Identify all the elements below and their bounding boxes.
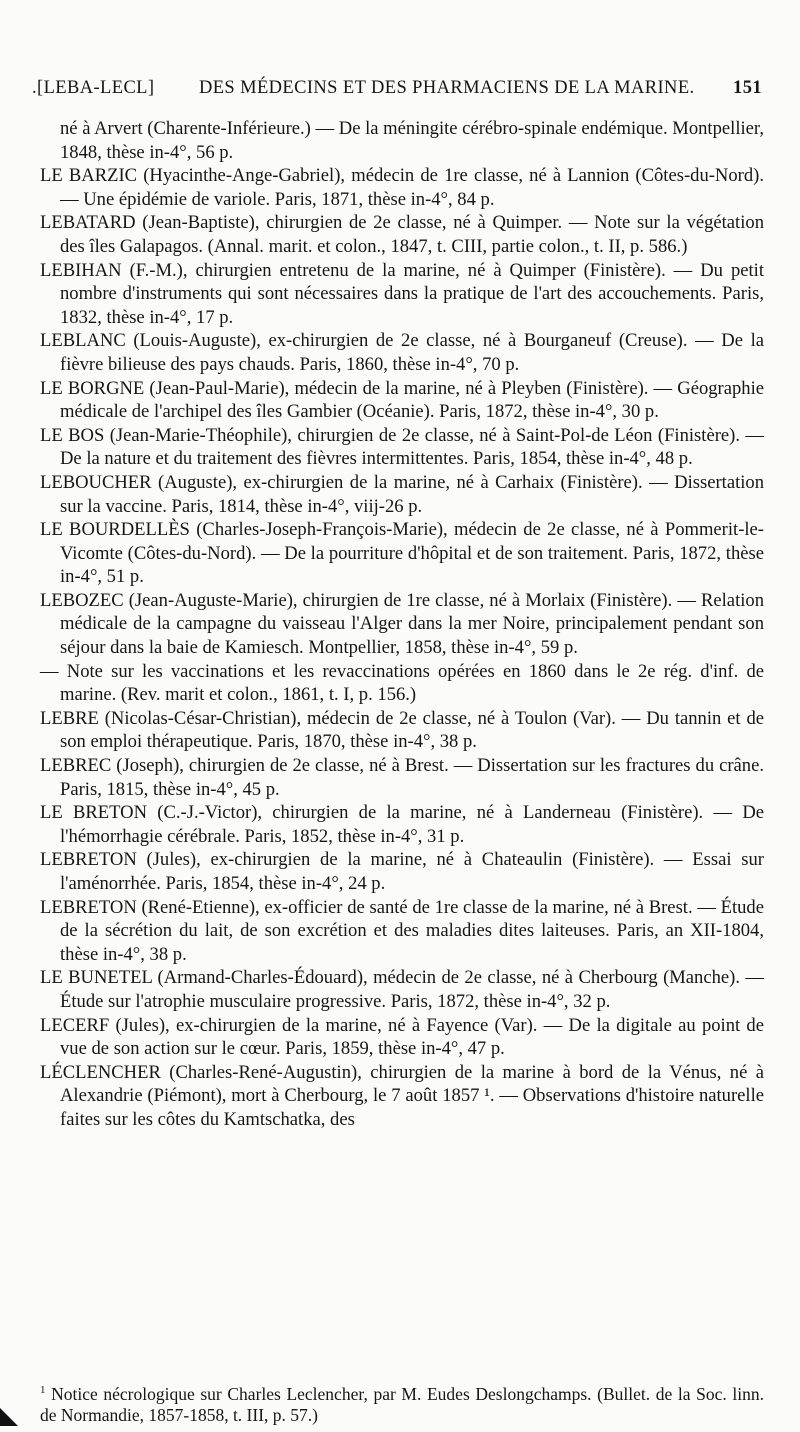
- bibliography-entry: LEBATARD (Jean-Baptiste), chirurgien de 2e classe, né à Quimper. — Note sur la végétation des îles Galapagos. (Annal. marit. et colon., 1847, t. CIII, partie colon., t. II, p. 586.): [40, 212, 764, 257]
- bibliography-entry: LÉCLENCHER (Charles-René-Augustin), chirurgien de la marine à bord de la Vénus, né à Alexandrie (Piémont), mort à Cherbourg, le 7 août 1857 ¹. — Observations d'histoire naturelle faites sur les côtes du Kamtschatka, des: [40, 1061, 764, 1130]
- bibliography-entry: LE BUNETEL (Armand-Charles-Édouard), médecin de 2e classe, né à Cherbourg (Manche). — Étude sur l'atrophie musculaire progressive. Paris, 1872, thèse in-4°, 32 p.: [40, 967, 764, 1012]
- bibliography-entry: LEBOZEC (Jean-Auguste-Marie), chirurgien de 1re classe, né à Morlaix (Finistère). — Relation médicale de la campagne du vaisseau l'Alger dans la mer Noire, principalement pendant son séjour dans la baie de Kamiesch. Montpellier, 1858, thèse in-4°, 59 p.: [40, 589, 764, 659]
- bibliography-entry: LECERF (Jules), ex-chirurgien de la marine, né à Fayence (Var). — De la digitale au point de vue de son action sur le cœur. Paris, 1859, thèse in-4°, 47 p.: [40, 1014, 764, 1060]
- bibliography-entry: LE BARZIC (Hyacinthe-Ange-Gabriel), médecin de 1re classe, né à Lannion (Côtes-du-Nord). — Une épidémie de variole. Paris, 1871, thèse in-4°, 84 p.: [40, 165, 764, 210]
- bibliography-entry: LE BOS (Jean-Marie-Théophile), chirurgien de 2e classe, né à Saint-Pol-de Léon (Finistère). — De la nature et du traitement des fièvres intermittentes. Paris, 1854, thèse in-4°, 48 p.: [40, 424, 764, 470]
- bibliography-entry: LEBLANC (Louis-Auguste), ex-chirurgien de 2e classe, né à Bourganeuf (Creuse). — De la fièvre bilieuse des pays chauds. Paris, 1860, thèse in-4°, 70 p.: [40, 330, 764, 375]
- bibliography-entry: LE BRETON (C.-J.-Victor), chirurgien de la marine, né à Landerneau (Finistère). — De l'hémorrhagie cérébrale. Paris, 1852, thèse in-4°, 31 p.: [40, 802, 764, 847]
- bibliography-entry: LE BOURDELLÈS (Charles-Joseph-François-Marie), médecin de 2e classe, né à Pommerit-le-Vicomte (Côtes-du-Nord). — De la pourriture d'hôpital et de son traitement. Paris, 1872, thèse in-4°, 51 p.: [40, 519, 764, 588]
- running-head: [32, 78, 762, 99]
- bibliography-entry: né à Arvert (Charente-Inférieure.) — De la méningite cérébro-spinale endémique. Montpellier, 1848, thèse in-4°, 56 p.: [60, 118, 764, 163]
- bibliography-entry: LEBRETON (Jules), ex-chirurgien de la marine, né à Chateaulin (Finistère). — Essai sur l'aménorrhée. Paris, 1854, thèse in-4°, 24 p.: [40, 849, 764, 894]
- running-head-range: .[LEBA-LECL]: [32, 78, 155, 98]
- footnote: [40, 1380, 764, 1426]
- bibliography-entry: LE BORGNE (Jean-Paul-Marie), médecin de la marine, né à Pleyben (Finistère). — Géographie médicale de l'archipel des îles Gambier (Océanie). Paris, 1872, thèse in-4°, 30 p.: [40, 377, 764, 423]
- bibliography-entry: — Note sur les vaccinations et les revaccinations opérées en 1860 dans le 2e rég. d'inf. de marine. (Rev. marit et colon., 1861, t. I, p. 156.): [40, 660, 764, 706]
- bibliography-entry: LEBREC (Joseph), chirurgien de 2e classe, né à Brest. — Dissertation sur les fractures du crâne. Paris, 1815, thèse in-4°, 45 p.: [40, 755, 764, 800]
- footnote-mark: 1: [40, 1384, 46, 1396]
- bibliography-entry: LEBRETON (René-Etienne), ex-officier de santé de 1re classe de la marine, né à Brest. — Étude de la sécrétion du lait, de son excrétion et des maladies dites laiteuses. Paris, an XII-1804, thèse in-4°, 38 p.: [40, 896, 764, 965]
- page-corner-mark: [0, 1408, 18, 1426]
- bibliography-entry: LEBOUCHER (Auguste), ex-chirurgien de la marine, né à Carhaix (Finistère). — Dissertation sur la vaccine. Paris, 1814, thèse in-4°, viij-26 p.: [40, 471, 764, 517]
- bibliography-entry: LEBIHAN (F.-M.), chirurgien entretenu de la marine, né à Quimper (Finistère). — Du petit nombre d'instruments qui sont nécessaires dans la pratique de l'art des accouchements. Paris, 1832, thèse in-4°, 17 p.: [40, 259, 764, 328]
- running-head-title: DES MÉDECINS ET DES PHARMACIENS DE LA MARINE.: [198, 78, 695, 98]
- footnote-text: Notice nécrologique sur Charles Leclencher, par M. Eudes Deslongchamps. (Bullet. de la Soc. linn. de Normandie, 1857-1858, t. III, p. 57.): [40, 1383, 764, 1425]
- bibliography-entries: [40, 117, 764, 1132]
- page-number: 151: [733, 78, 762, 98]
- bibliography-entry: LEBRE (Nicolas-César-Christian), médecin de 2e classe, né à Toulon (Var). — Du tannin et de son emploi thérapeutique. Paris, 1870, thèse in-4°, 38 p.: [40, 707, 764, 753]
